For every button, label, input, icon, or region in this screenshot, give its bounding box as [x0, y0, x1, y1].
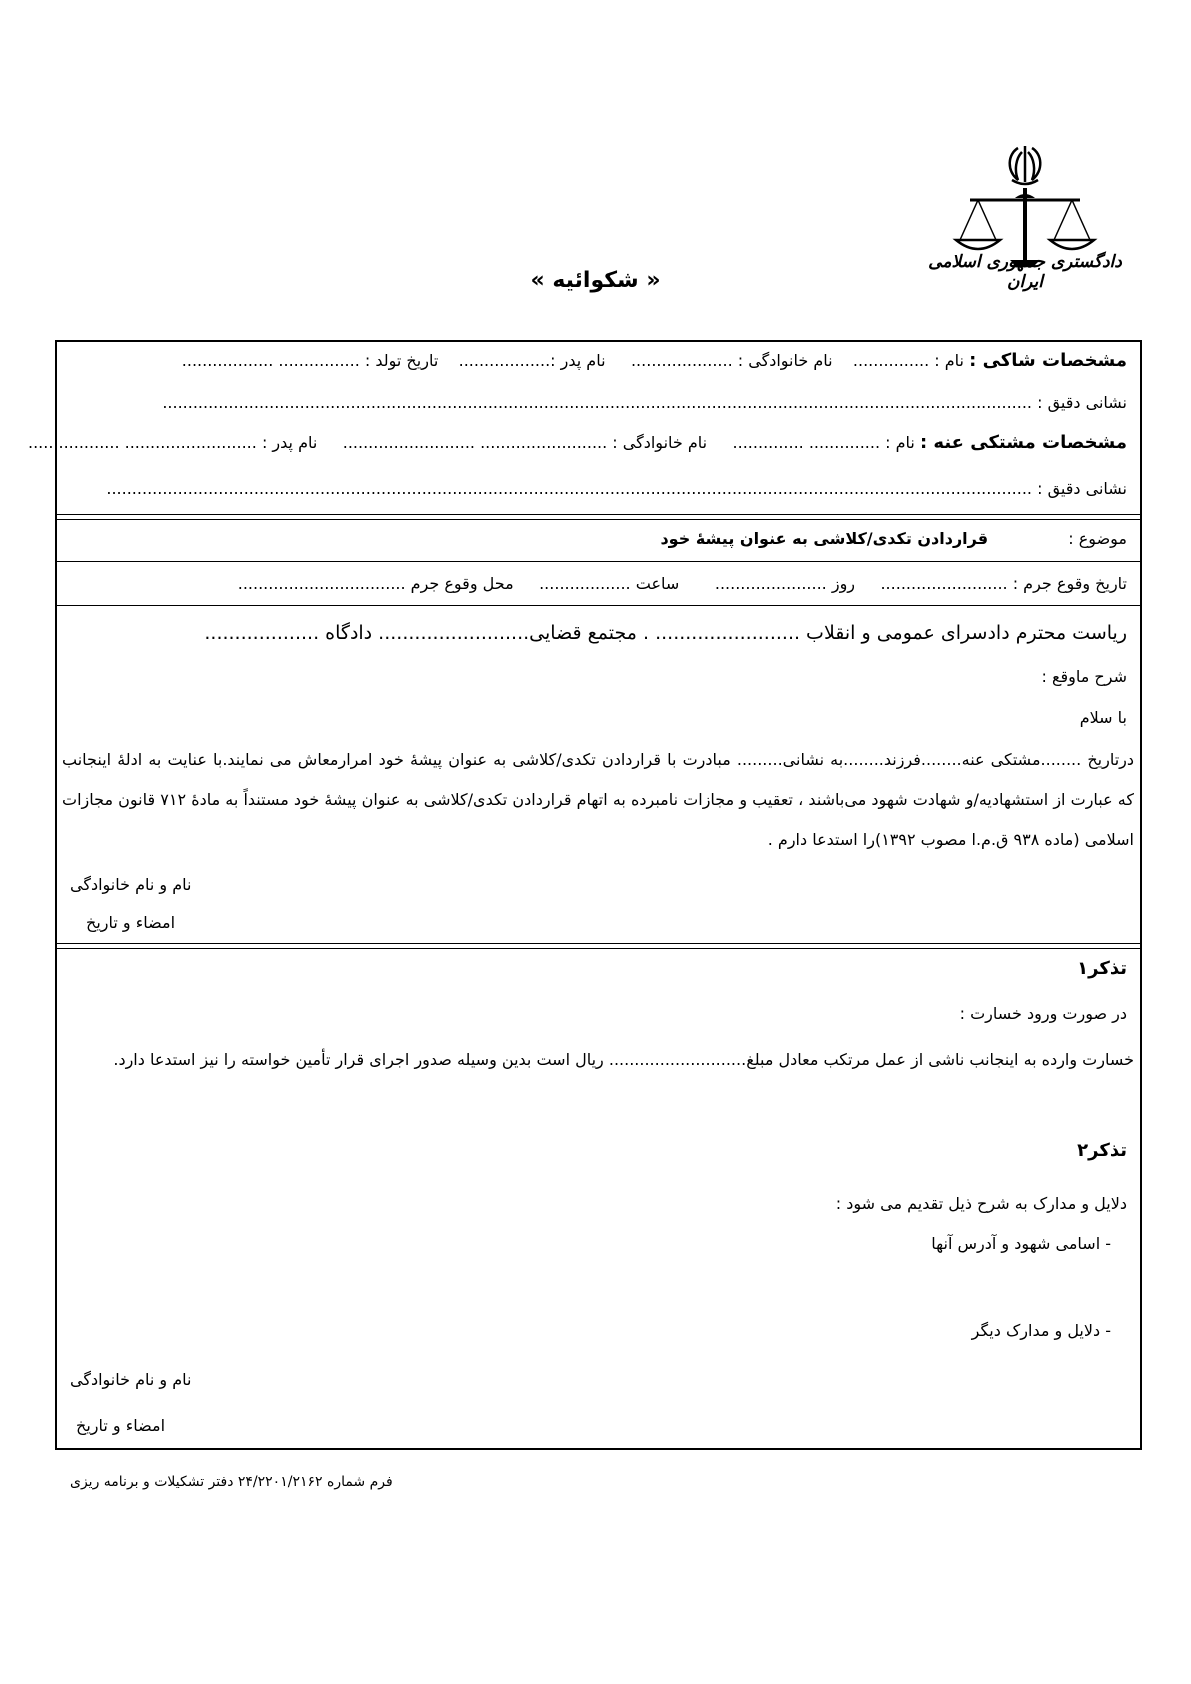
complainant-label: مشخصات شاکی : [969, 350, 1127, 371]
note2-label: دلایل و مدارک به شرح ذیل تقدیم می شود : [835, 1194, 1127, 1213]
divider-crime-bottom [55, 605, 1142, 606]
divider-notes-top [55, 943, 1142, 944]
subject-value: قراردادن تکدی/کلاشی به عنوان پیشۀ خود [660, 529, 989, 548]
note1-title: تذکر۱ [1077, 958, 1127, 979]
defendant-label: مشخصات مشتکی عنه : [919, 432, 1127, 453]
description-sign-name: نام و نام خانوادگی [70, 875, 192, 894]
crime-day[interactable]: روز ...................... [714, 574, 856, 593]
divider-notes-top-2 [55, 948, 1142, 949]
note2-item-witnesses: - اسامی شهود و آدرس آنها [931, 1234, 1111, 1253]
note2-item-evidence: - دلایل و مدارک دیگر [971, 1321, 1111, 1340]
complainant-name[interactable]: نام : ............... [852, 351, 965, 370]
complainant-address[interactable]: نشانی دقیق : ........................................................................................................................................................................... [162, 393, 1127, 412]
complainant-family[interactable]: نام خانوادگی : .................... [630, 351, 833, 370]
note2-sign-date: امضاء و تاریخ [76, 1416, 166, 1435]
greeting: با سلام [1079, 708, 1127, 727]
complainant-birth[interactable]: تاریخ تولد : ................ .................. [181, 351, 439, 370]
crime-place[interactable]: محل وقوع جرم ................................. [237, 574, 514, 593]
defendant-name[interactable]: نام : .............. .............. [732, 433, 915, 452]
page-title: « شکوائیه » [530, 268, 661, 293]
form-frame [55, 340, 1142, 1450]
complainant-row [70, 350, 1127, 372]
description-body: درتاریخ ........مشتکی عنه........فرزند........به نشانی......... مبادرت با قراردادن تکدی/کلاشی به عنوان پیشۀ خود امرارمعاش می نمایند.با عنایت به ادلۀ اینجانب که عبارت از استشهادیه/و شهادت شهود می‌باشند ، تعقیب و مجازات نامبرده به اتهام قراردادن تکدی/کلاشی به عنوان پیشۀ خود مستنداً به مادۀ ۷۱۲ قانون مجازات اسلامی (ماده ۹۳۸ ق.م.ا مصوب ۱۳۹۲)را استدعا دارم . [62, 750, 1135, 849]
crime-time[interactable]: ساعت .................. [539, 574, 680, 593]
divider-subject-bottom [55, 561, 1142, 562]
crime-row [70, 573, 1127, 595]
divider-subject-top-2 [55, 519, 1142, 520]
subject-row [70, 528, 1127, 550]
defendant-row [27, 432, 1127, 454]
divider-subject-top [55, 514, 1142, 515]
description-sign-date: امضاء و تاریخ [86, 913, 176, 932]
emblem-caption: دادگستری جمهوری اسلامی ایران [928, 252, 1122, 292]
note2-sign-name: نام و نام خانوادگی [70, 1370, 192, 1389]
note1-body: خسارت وارده به اینجانب ناشی از عمل مرتکب معادل مبلغ........................... ریال است بدین وسیله صدور اجرای قرار تأمین خواسته را نیز استدعا دارد. [113, 1050, 1134, 1069]
defendant-address[interactable]: نشانی دقیق : ...................................................................................................................................................................................... [106, 479, 1127, 498]
form-number-footer: فرم شماره ۲۴/۲۲۰۱/۲۱۶۲ دفتر تشکیلات و برنامه ریزی [70, 1474, 393, 1490]
note2-title: تذکر۲ [1077, 1140, 1127, 1161]
addressee[interactable]: ریاست محترم دادسرای عمومی و انقلاب ........................ . مجتمع قضایی......................... دادگاه ................... [204, 622, 1127, 644]
defendant-father[interactable]: نام پدر : .......................... .................. [27, 433, 318, 452]
defendant-family[interactable]: نام خانوادگی : ......................... .......................... [342, 433, 708, 452]
note1-label: در صورت ورود خسارت : [959, 1004, 1127, 1023]
description-label: شرح ماوقع : [1041, 667, 1127, 686]
crime-date[interactable]: تاریخ وقوع جرم : ......................... [880, 574, 1127, 593]
subject-label: موضوع : [1068, 529, 1127, 548]
complainant-father[interactable]: نام پدر :.................. [458, 351, 606, 370]
